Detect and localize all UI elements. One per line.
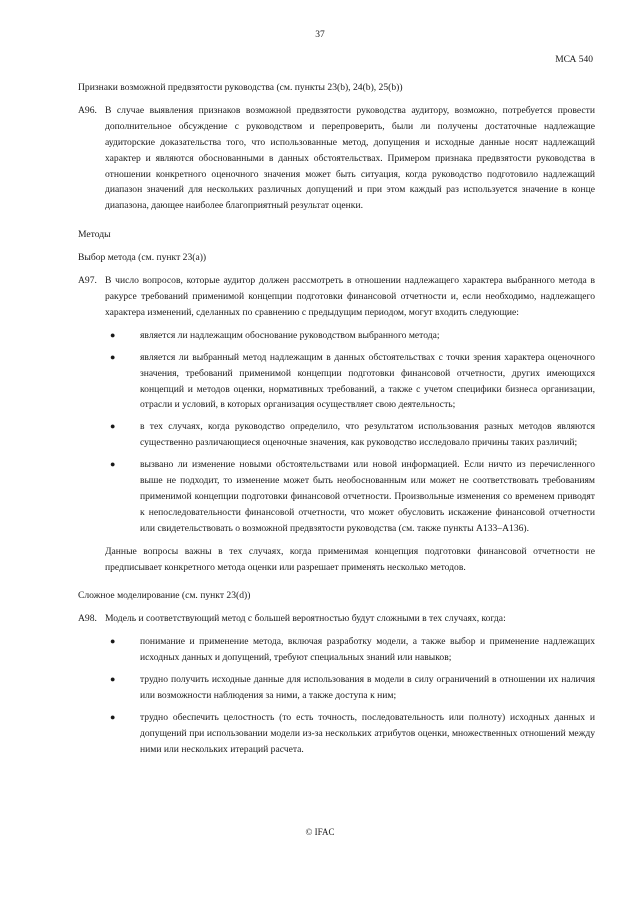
paragraph-text: В число вопросов, которые аудитор должен рассмотреть в отношении надлежащего характера выбранного метода в ракурсе требований применимой концепции подготовки финансовой отчетности и, если необходимо, надлежащего характера изменений, сделанных по сравнению с предыдущим периодом, могут входить следующие: — [105, 275, 595, 318]
paragraph-number: A97. — [78, 275, 97, 287]
paragraph-text: В случае выявления признаков возможной предвзятости руководства аудитору, возможно, потребуется провести дополнительное обсуждение с руководством и перепроверить, были ли получены достаточные надлежащие аудиторские доказательства того, что использованные метод, допущения и исходные данные носят надлежащий характер и являются обоснованными в данных обстоятельствах. Примером признака предвзятости руководства в отношении конкретного оценочного значения может быть ситуация, когда руководство подготовило надлежащий диапазон значений для нескольких различных допущений и при этом каждый раз используется значение в конце диапазона, дающее наиболее благоприятный результат оценки. — [105, 104, 595, 212]
page-number: 37 — [315, 30, 325, 40]
list-item: ● в тех случаях, когда руководство определило, что результатом использования разных методов являются существенно различающиеся оценочные значения, как руководство исследовало причины таких различий; — [110, 421, 595, 449]
section-heading-management-bias: Признаки возможной предвзятости руководства (см. пункты 23(b), 24(b), 25(b)) — [78, 82, 403, 93]
paragraph-a98 — [78, 611, 595, 627]
bullet-icon: ● — [110, 636, 116, 647]
paragraph-a96 — [78, 103, 595, 214]
bullet-icon: ● — [110, 329, 116, 340]
section-heading-complex-modeling: Сложное моделирование (см. пункт 23(d)) — [78, 590, 251, 602]
section-heading-methods: Методы — [78, 229, 111, 241]
paragraph-a97 — [78, 273, 595, 321]
page-content — [78, 80, 595, 765]
list-item: ● трудно получить исходные данные для использования в модели в силу ограничений в отношении их наличия или возможности наблюдения за ними, а также доступа к ним; — [110, 674, 595, 701]
footer-copyright: © IFAC — [305, 827, 335, 837]
list-item: ● является ли выбранный метод надлежащим в данных обстоятельствах с точки зрения характера оценочного значения, требований применимой концепции подготовки финансовой отчетности, других имеющихся концепций и методов оценки, нормативных требований, а также с учетом специфики бизнеса организации, отрасли и условий, в которых организация осуществляет свою деятельность; — [110, 351, 595, 411]
list-item: ● вызвано ли изменение новыми обстоятельствами или новой информацией. Если ничто из перечисленного выше не подходит, то изменение может быть необоснованным или может не соответствовать требованиям применимой концепции подготовки финансовой отчетности. Произвольные изменения со временем приводят к непоследовательности финансовой отчетности, что может обусловить искажение финансовой отчетности или свидетельствовать о возможной предвзятости руководства (см. также пункты A133–A136). — [110, 459, 595, 534]
list-item: ● трудно обеспечить целостность (то есть точность, последовательность или полноту) исходных данных и допущений при использовании модели из-за нескольких атрибутов оценки, множественных отношений между ними или нескольких итераций расчета. — [110, 711, 595, 755]
bullet-icon: ● — [110, 711, 116, 722]
bullet-icon: ● — [110, 459, 116, 470]
bullet-icon: ● — [110, 351, 116, 362]
bullet-icon: ● — [110, 674, 116, 685]
bullet-list-a97 — [105, 328, 595, 537]
paragraph-text: Модель и соответствующий метод с большей вероятностью будут сложными в тех случаях, когда: — [105, 613, 506, 625]
section-heading-method-choice: Выбор метода (см. пункт 23(a)) — [78, 252, 207, 264]
bullet-list-a98 — [105, 634, 595, 757]
list-item: ● понимание и применение метода, включая разработку модели, а также выбор и применение надлежащих исходных данных и допущений, требуют специальных знаний или навыков; — [110, 636, 595, 664]
list-item: ● является ли надлежащим обоснование руководством выбранного метода; — [105, 328, 595, 344]
paragraph-number: A98. — [78, 613, 97, 625]
bullet-icon: ● — [110, 421, 116, 432]
paragraph-number: A96. — [78, 104, 97, 116]
document-code: МСА 540 — [555, 55, 593, 65]
paragraph-a97-note: Данные вопросы важны в тех случаях, когда применимая концепция подготовки финансовой отчетности не предписывает конкретного метода оценки или разрешает применять несколько методов. — [105, 545, 595, 573]
